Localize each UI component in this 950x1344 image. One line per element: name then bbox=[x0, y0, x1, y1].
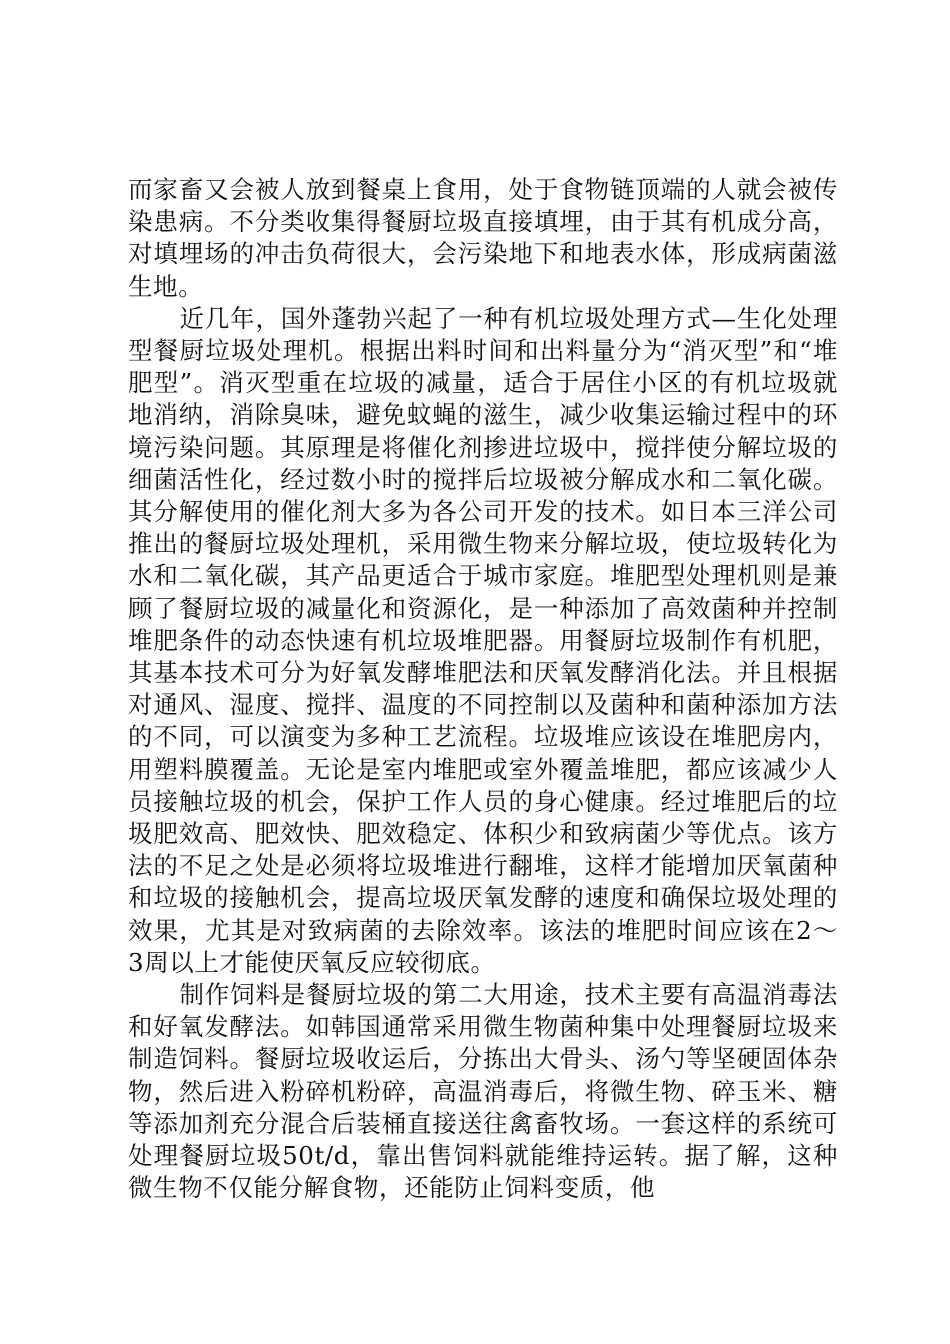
paragraph-1: 而家畜又会被人放到餐桌上食用，处于食物链顶端的人就会被传染患病。不分类收集得餐厨垃圾直接填埋，由于其有机成分高，对填埋场的冲击负荷很大，会污染地下和地表水体，形成病菌滋生地。 bbox=[128, 175, 838, 301]
paragraph-3: 制作饲料是餐厨垃圾的第二大用途，技术主要有高温消毒法和好氧发酵法。如韩国通常采用微生物菌种集中处理餐厨垃圾来制造饲料。餐厨垃圾收运后，分拣出大骨头、汤勺等坚硬固体杂物，然后进入粉碎机粉碎，高温消毒后，将微生物、碎玉米、糖等添加剂充分混合后装桶直接送往禽畜牧场。一套这样的系统可处理餐厨垃圾50t/d，靠出售饲料就能维持运转。据了解，这种微生物不仅能分解食物，还能防止饲料变质，他 bbox=[128, 980, 838, 1203]
body-text bbox=[128, 174, 838, 1205]
paragraph-2: 近几年，国外蓬勃兴起了一种有机垃圾处理方式—生化处理型餐厨垃圾处理机。根据出料时间和出料量分为“消灭型”和“堆肥型”。消灭型重在垃圾的减量，适合于居住小区的有机垃圾就地消纳，消除臭味，避免蚊蝇的滋生，减少收集运输过程中的环境污染问题。其原理是将催化剂掺进垃圾中，搅拌使分解垃圾的细菌活性化，经过数小时的搅拌后垃圾被分解成水和二氧化碳。其分解使用的催化剂大多为各公司开发的技术。如日本三洋公司推出的餐厨垃圾处理机，采用微生物来分解垃圾，使垃圾转化为水和二氧化碳，其产品更适合于城市家庭。堆肥型处理机则是兼顾了餐厨垃圾的减量化和资源化，是一种添加了高效菌种并控制堆肥条件的动态快速有机垃圾堆肥器。用餐厨垃圾制作有机肥，其基本技术可分为好氧发酵堆肥法和厌氧发酵消化法。并且根据对通风、湿度、搅拌、温度的不同控制以及菌种和菌种添加方法的不同，可以演变为多种工艺流程。垃圾堆应该设在堆肥房内，用塑料膜覆盖。无论是室内堆肥或室外覆盖堆肥，都应该减少人员接触垃圾的机会，保护工作人员的身心健康。经过堆肥后的垃圾肥效高、肥效快、肥效稳定、体积少和致病菌少等优点。该方法的不足之处是必须将垃圾堆进行翻堆，这样才能增加厌氧菌种和垃圾的接触机会，提高垃圾厌氧发酵的速度和确保垃圾处理的效果，尤其是对致病菌的去除效率。该法的堆肥时间应该在2～3周以上才能使厌氧反应较彻底。 bbox=[128, 303, 838, 977]
